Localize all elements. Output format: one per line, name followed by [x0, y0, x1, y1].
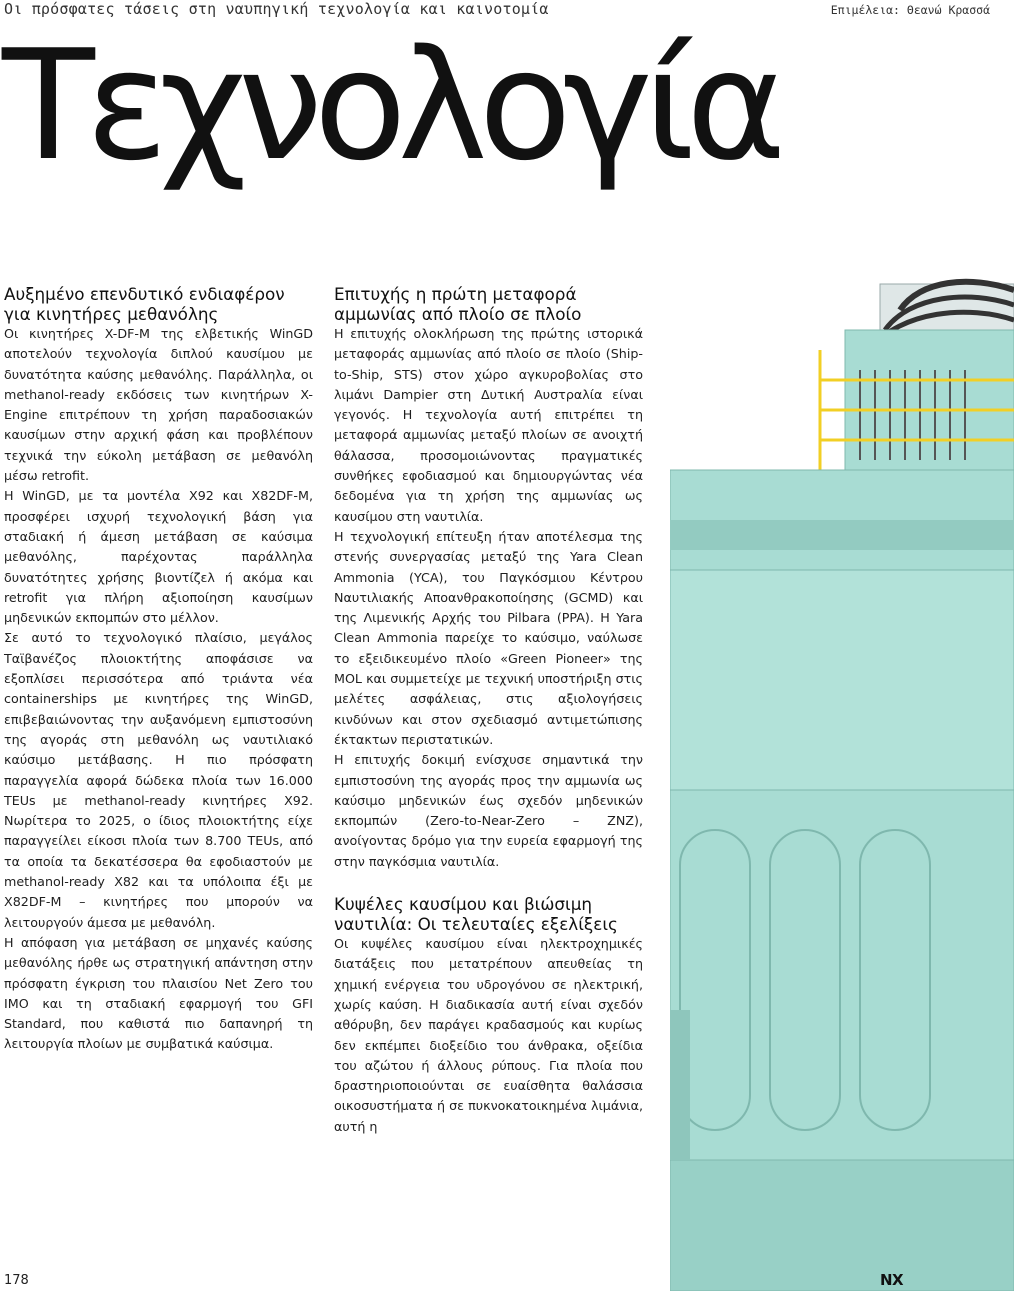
article-paragraph: Η τεχνολογική επίτευξη ήταν αποτέλεσμα της στενής συνεργασίας μεταξύ της Yara Clean Ammonia (YCA), του Παγκόσμιου Κέντρου Ναυτιλιακής Απoανθρακοποίησης (GCMD) και της Λιμενικής Αρχής του Pilbara (PPA). Η Yara Clean Ammonia παρείχε το καύσιμο, ναύλωσε το εξειδικευμένο πλοίο «Green Pioneer» της MOL και συμμετείχε με τεχνική υποστήριξη στις μελέτες ασφάλειας, στις αξιολογήσεις κινδύνων και στον σχεδιασμό αντιμετώπισης έκτακτων περιστατικών. [334, 528, 643, 747]
article-paragraph: Η απόφαση για μετάβαση σε μηχανές καύσης μεθανόλης ήρθε ως στρατηγική απάντηση στην πρόσφατη έγκριση του πλαισίου Net Zero του IMO και τη σταδιακή εφαρμογή του GFI Standard, που καθιστά πιο δαπανηρή τη λειτουργία πλοίων με συμβατικά καύσιμα. [4, 934, 313, 1052]
column-middle [334, 284, 643, 1137]
article-paragraph: Σε αυτό το τεχνολογικό πλαίσιο, μεγάλος Ταϊβανέζος πλοιοκτήτης αποφάσισε να εξοπλίσει περισσότερα από τριάντα νέα containerships με κινητήρες της WinGD, επιβεβαιώνοντας την αυξανόμενη εμπιστοσύνη της αγοράς στη μεθανόλη ως ναυτιλιακό καύσιμο μετάβασης. Η πιο πρόσφατη παραγγελία αφορά δώδεκα πλοία των 16.000 TEUs με methanol-ready κινητήρες X92. Νωρίτερα το 2025, ο ίδιος πλοιοκτήτης είχε παραγγείλει είκοσι πλοία των 8.700 TEUs, από τα οποία τα δεκατέσσερα θα εφοδιαστούν με methanol-ready X82 και τα υπόλοιπα έξι με X82DF-M – κινητήρες που μπορούν να λειτουργούν άμεσα με μεθανόλη. [4, 630, 313, 930]
article-title-ammonia: Επιτυχής η πρώτη μεταφορά αμμωνίας από πλοίο σε πλοίο [334, 284, 582, 324]
article-paragraph: Η επιτυχής ολοκλήρωση της πρώτης ιστορικά μεταφοράς αμμωνίας από πλοίο σε πλοίο (Ship-to-Ship, STS) στον χώρο αγκυροβολίας στο λιμάνι Dampier στη Δυτική Αυστραλία είναι γεγονός. Η τεχνολογία αυτή επιτρέπει τη μεταφορά αμμωνίας μεταξύ πλοίων σε ανοιχτή θάλασσα, προσομοιώνοντας πραγματικές συνθήκες εφοδιασμού και δημιουργώντας νέα δεδομένα για τη χρήση της αμμωνίας ως καυσίμου στη ναυτιλία. [334, 326, 643, 524]
magazine-logo: NX [880, 1271, 904, 1289]
article-title-methanol: Αυξημένο επενδυτικό ενδιαφέρον για κινητήρες μεθανόλης [4, 284, 285, 324]
section-kicker: Οι πρόσφατες τάσεις στη ναυπηγική τεχνολογία και καινοτομία [4, 0, 549, 18]
article-paragraph: Οι κυψέλες καυσίμου είναι ηλεκτροχημικές διατάξεις που μετατρέπουν απευθείας τη χημική ενέργεια του υδρογόνου σε ηλεκτρική, χωρίς καύση. Η διαδικασία αυτή είναι σχεδόν αθόρυβη, δεν παράγει κραδασμούς και κυρίως δεν εκπέμπει διοξείδιο του άνθρακα, οξείδια του αζώτου ή άλλους ρύπους. Για πλοία που δραστηριοποιούνται σε ευαίσθητα θαλάσσια οικοσυστήματα ή σε πυκνοκατοικημένα λιμάνια, αυτή η [334, 936, 643, 1134]
engine-illustration [670, 270, 1014, 1291]
section-title: Τεχνολογία [2, 17, 778, 194]
editor-credit: Επιμέλεια: Θεανώ Κρασσά [830, 3, 990, 17]
article-paragraph: Η WinGD, με τα μοντέλα X92 και X82DF-M, προσφέρει ισχυρή τεχνολογική βάση για σταδιακή ή άμεση μετάβαση σε καύσιμα μεθανόλης, παρέχοντας παράλληλα δυνατότητες χρήσης βιοντίζελ ή ακόμα και retrofit για πλήρη αξιοποίηση καυσίμων μηδενικών εκπομπών στο μέλλον. [4, 488, 313, 626]
column-left [4, 284, 313, 1055]
article-paragraph: Οι κινητήρες X-DF-M της ελβετικής WinGD αποτελούν τεχνολογία διπλού καυσίμου με δυνατότητα καύσης μεθανόλης. Παράλληλα, οι methanol-ready εκδόσεις των κινητήρων X-Engine επιτρέπουν τη χρήση παραδοσιακών καυσίμων στην αρχική φάση και προβλέπουν τεχνικά την εύκολη μετάβαση σε μεθανόλη μέσω retrofit. [4, 326, 313, 484]
article-paragraph: Η επιτυχής δοκιμή ενίσχυσε σημαντικά την εμπιστοσύνη της αγοράς προς την αμμωνία ως καύσιμο μηδενικών έως σχεδόν μηδενικών εκπομπών (Zero-to-Near-Zero – ZNZ), ανοίγοντας δρόμο για την ευρεία εφαρμογή της στην παγκόσμια ναυτιλία. [334, 752, 643, 869]
page-number: 178 [4, 1273, 29, 1288]
article-title-fuel-cells: Κυψέλες καυσίμου και βιώσιμη ναυτιλία: Οι τελευταίες εξελίξεις [334, 894, 618, 935]
